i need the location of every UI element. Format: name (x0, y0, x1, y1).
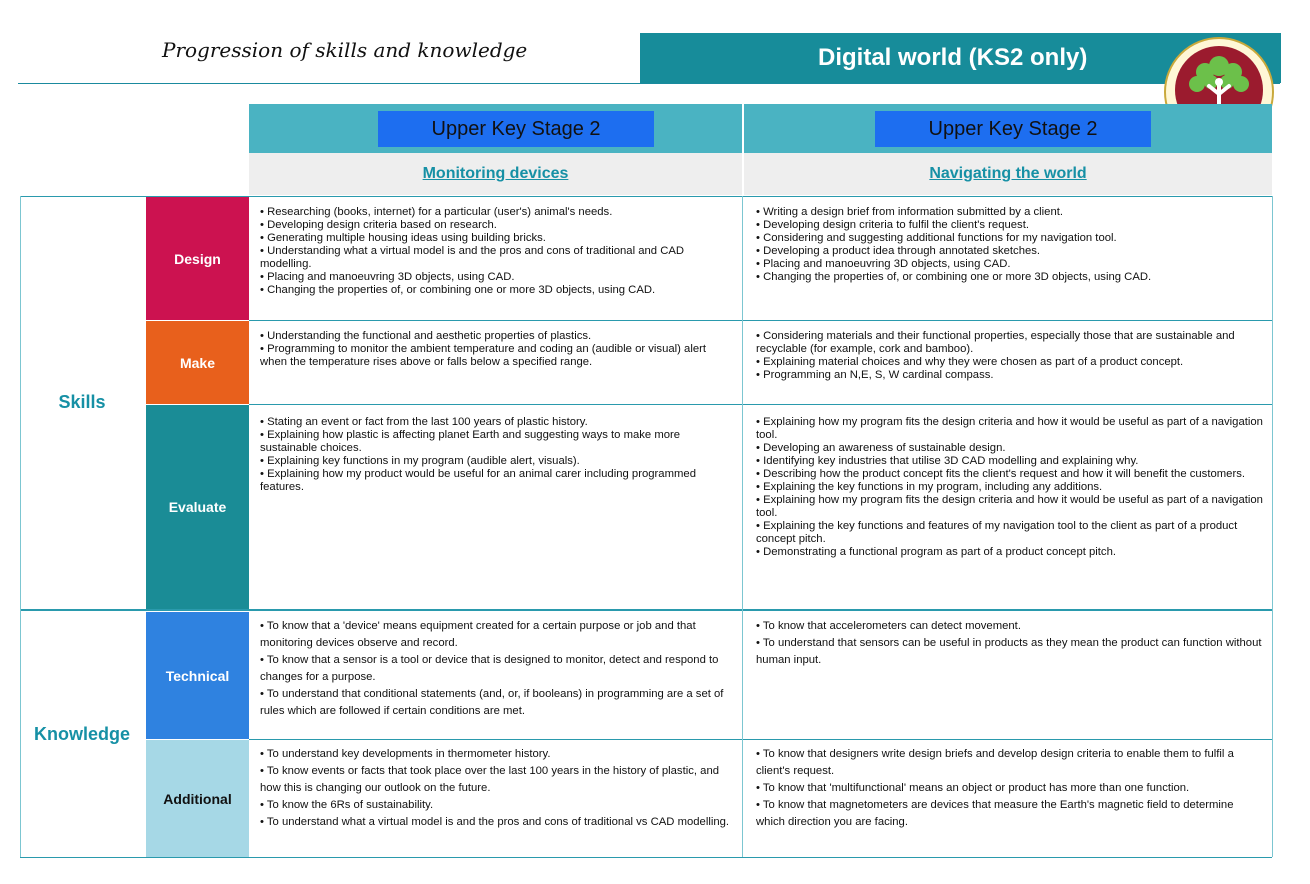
additional-col2-cell (756, 746, 1264, 831)
list-item: • To know that a sensor is a tool or device that is designed to monitor, detect and respond to changes for a purpose. (260, 654, 719, 683)
column-divider (742, 196, 743, 857)
category-make: Make (146, 321, 249, 404)
technical-col1-cell (260, 618, 735, 720)
make-col2-cell (756, 330, 1264, 382)
list-item: • Developing design criteria to fulfil the client's request. (756, 219, 1029, 231)
list-item: • Describing how the product concept fits the client's request and how it will benefit the customers. (756, 468, 1245, 480)
column2-stage-label: Upper Key Stage 2 (875, 111, 1151, 147)
list-item: • Programming to monitor the ambient temperature and coding an (audible or visual) alert when the temperature rises above or falls below a specified range. (260, 343, 707, 368)
list-item: • Explaining material choices and why they were chosen as part of a product concept. (756, 356, 1184, 368)
category-technical: Technical (146, 612, 249, 739)
list-item: • To understand that conditional statements (and, or, if booleans) in programming are a set of rules which are followed if certain conditions are met. (260, 688, 724, 717)
list-item: • Programming an N,E, S, W cardinal compass. (756, 369, 994, 381)
list-item: • Considering materials and their functional properties, especially those that are sustainable and recyclable (for example, cork and bamboo). (756, 330, 1235, 355)
group-knowledge: Knowledge (33, 723, 130, 744)
list-item: • To know events or facts that took place over the last 100 years in the history of plastic, and how this is changing our outlook on the future. (260, 765, 720, 794)
header-divider (18, 83, 1280, 84)
design-col1-cell (260, 206, 735, 297)
list-item: • Explaining the key functions and features of my navigation tool to the client as part of a product concept pitch. (756, 520, 1238, 545)
column1-topic: Monitoring devices (422, 165, 569, 182)
list-item: • Understanding the functional and aesthetic properties of plastics. (260, 330, 592, 342)
list-item: • To understand key developments in thermometer history. (260, 748, 551, 760)
list-item: • Explaining key functions in my program (audible alert, visuals). (260, 455, 580, 467)
list-item: • Demonstrating a functional program as part of a product concept pitch. (756, 546, 1117, 558)
list-item: • Changing the properties of, or combining one or more 3D objects, using CAD. (260, 284, 656, 296)
evaluate-col2-cell (756, 416, 1264, 559)
list-item: • Explaining how plastic is affecting planet Earth and suggesting ways to make more sustainable choices. (260, 429, 681, 454)
list-item: • To know that a 'device' means equipment created for a certain purpose or job and that monitoring devices observe and record. (260, 620, 696, 649)
list-item: • To know that magnetometers are devices that measure the Earth's magnetic field to determine which direction you are facing. (756, 799, 1234, 828)
column1-stage-label: Upper Key Stage 2 (378, 111, 654, 147)
list-item: • Understanding what a virtual model is and the pros and cons of traditional and CAD modelling. (260, 245, 685, 270)
list-item: • Placing and manoeuvring 3D objects, using CAD. (756, 258, 1011, 270)
column1-topic-band (249, 153, 742, 195)
category-additional: Additional (146, 740, 249, 857)
list-item: • To understand that sensors can be useful in products as they mean the product can function without human input. (756, 637, 1262, 666)
technical-col2-cell (756, 618, 1264, 669)
list-item: • To know that accelerometers can detect movement. (756, 620, 1021, 632)
additional-col1-cell (260, 746, 735, 831)
list-item: • To know that designers write design briefs and develop design criteria to enable them to fulfil a client's request. (756, 748, 1234, 777)
category-design: Design (146, 197, 249, 320)
table-bottom-rule (20, 857, 1272, 858)
list-item: • Explaining how my program fits the design criteria and how it would be useful as part of a navigation tool. (756, 416, 1263, 441)
list-item: • To understand what a virtual model is and the pros and cons of traditional vs CAD modelling. (260, 816, 730, 828)
column2-topic: Navigating the world (929, 165, 1087, 182)
subject-title: Digital world (KS2 only) (818, 44, 1088, 71)
technical-bottom-rule (249, 739, 1272, 740)
list-item: • Generating multiple housing ideas using building bricks. (260, 232, 546, 244)
make-col1-cell (260, 330, 730, 369)
list-item: • Explaining how my program fits the design criteria and how it would be useful as part of a navigation tool. (756, 494, 1263, 519)
list-item: • Developing an awareness of sustainable design. (756, 442, 1006, 454)
category-evaluate: Evaluate (146, 405, 249, 609)
list-item: • Writing a design brief from information submitted by a client. (756, 206, 1064, 218)
table-right-edge (1272, 196, 1273, 857)
list-item: • Changing the properties of, or combining one or more 3D objects, using CAD. (756, 271, 1152, 283)
list-item: • Developing design criteria based on research. (260, 219, 497, 231)
list-item: • Considering and suggesting additional functions for my navigation tool. (756, 232, 1117, 244)
list-item: • Researching (books, internet) for a particular (user's) animal's needs. (260, 206, 613, 218)
design-bottom-rule (249, 320, 1272, 321)
page-title: Progression of skills and knowledge (162, 38, 528, 62)
make-bottom-rule (249, 404, 1272, 405)
evaluate-col1-cell (260, 416, 730, 494)
list-item: • Explaining how my product would be useful for an animal carer including programmed features. (260, 468, 696, 493)
skills-knowledge-rule (20, 609, 1272, 611)
list-item: • To know the 6Rs of sustainability. (260, 799, 434, 811)
list-item: • To know that 'multifunctional' means an object or product has more than one function. (756, 782, 1190, 794)
list-item: • Placing and manoeuvring 3D objects, using CAD. (260, 271, 515, 283)
column2-topic-band (744, 153, 1272, 195)
list-item: • Developing a product idea through annotated sketches. (756, 245, 1041, 257)
list-item: • Explaining the key functions in my program, including any additions. (756, 481, 1103, 493)
group-skills: Skills (58, 392, 106, 412)
list-item: • Identifying key industries that utilise 3D CAD modelling and explaining why. (756, 455, 1139, 467)
design-col2-cell (756, 206, 1264, 284)
list-item: • Stating an event or fact from the last 100 years of plastic history. (260, 416, 588, 428)
